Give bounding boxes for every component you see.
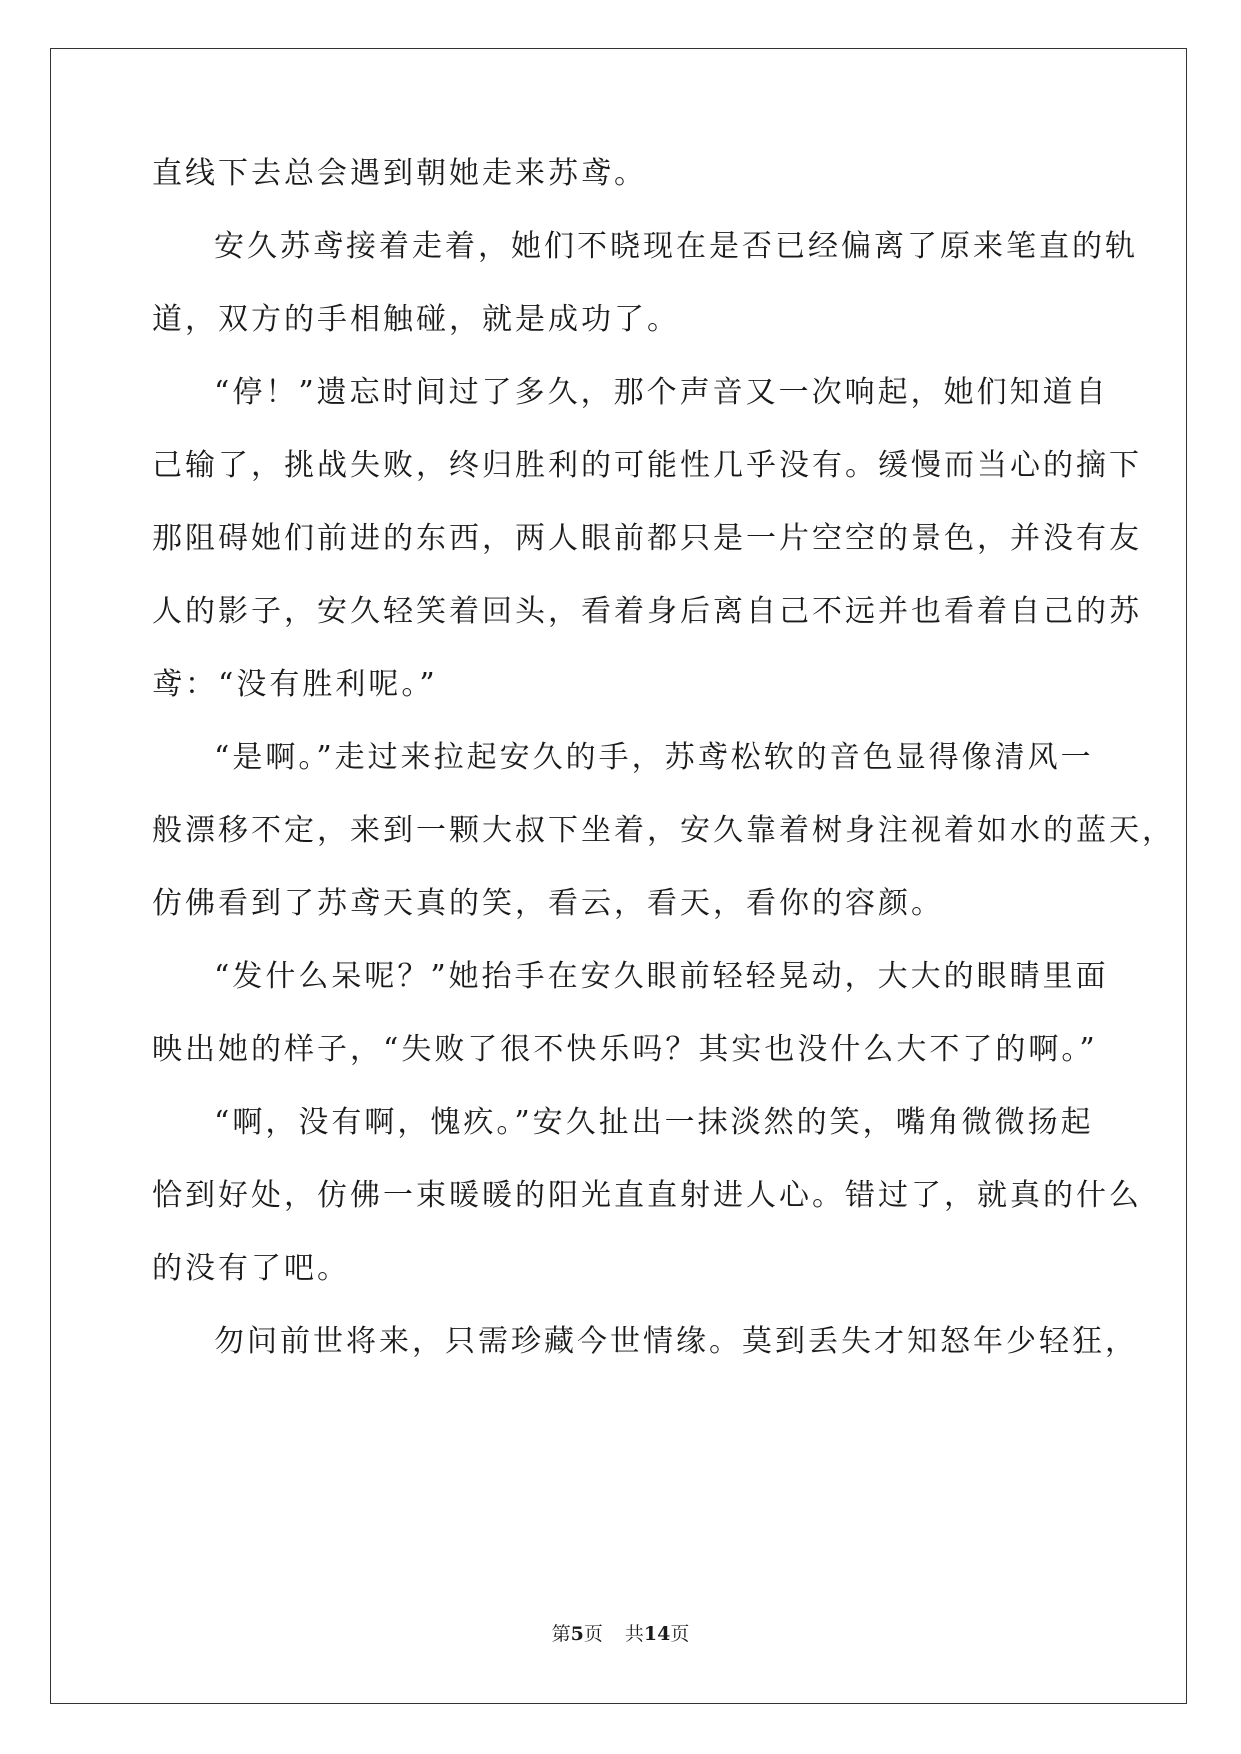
text-line: 的没有了吧。 — [152, 1251, 350, 1286]
text-line: 己输了，挑战失败，终归胜利的可能性几乎没有。缓慢而当心的摘下 — [152, 448, 1142, 483]
text-line: 映出她的样子，“失败了很不快乐吗？其实也没什么大不了的啊。” — [152, 1032, 1098, 1067]
text-line: 道，双方的手相触碰，就是成功了。 — [152, 302, 680, 337]
text-line: 直线下去总会遇到朝她走来苏鸢。 — [152, 156, 647, 191]
text-line: 鸢：“没有胜利呢。” — [152, 667, 438, 702]
text-line: 般漂移不定，来到一颗大叔下坐着，安久靠着树身注视着如水的蓝天， — [152, 813, 1175, 848]
text-line: 恰到好处，仿佛一束暖暖的阳光直直射进人心。错过了，就真的什么 — [152, 1178, 1142, 1213]
text-line: 仿佛看到了苏鸢天真的笑，看云，看天，看你的容颜。 — [152, 886, 944, 921]
text-line: 人的影子，安久轻笑着回头，看着身后离自己不远并也看着自己的苏 — [152, 594, 1142, 629]
text-line: 那阻碍她们前进的东西，两人眼前都只是一片空空的景色，并没有友 — [152, 521, 1142, 556]
text-line: “停！”遗忘时间过了多久，那个声音又一次响起，她们知道自 — [214, 375, 1109, 410]
page-number: 5 — [570, 1623, 584, 1645]
page-prefix: 第 — [551, 1623, 571, 1645]
page-suffix: 页 — [583, 1623, 603, 1645]
total-pages: 14 — [643, 1623, 671, 1645]
text-line: “发什么呆呢？”她抬手在安久眼前轻轻晃动，大大的眼睛里面 — [214, 959, 1109, 994]
text-line: 勿问前世将来，只需珍藏今世情缘。莫到丢失才知怒年少轻狂， — [214, 1324, 1138, 1359]
page-footer — [0, 1622, 1241, 1646]
total-prefix: 共 — [624, 1623, 644, 1645]
page-border — [50, 48, 1187, 1704]
text-line: “啊，没有啊，愧疚。”安久扯出一抹淡然的笑，嘴角微微扬起 — [214, 1105, 1094, 1140]
text-line: “是啊。”走过来拉起安久的手，苏鸢松软的音色显得像清风一 — [214, 740, 1094, 775]
text-line: 安久苏鸢接着走着，她们不晓现在是否已经偏离了原来笔直的轨 — [214, 229, 1138, 264]
total-suffix: 页 — [670, 1623, 690, 1645]
